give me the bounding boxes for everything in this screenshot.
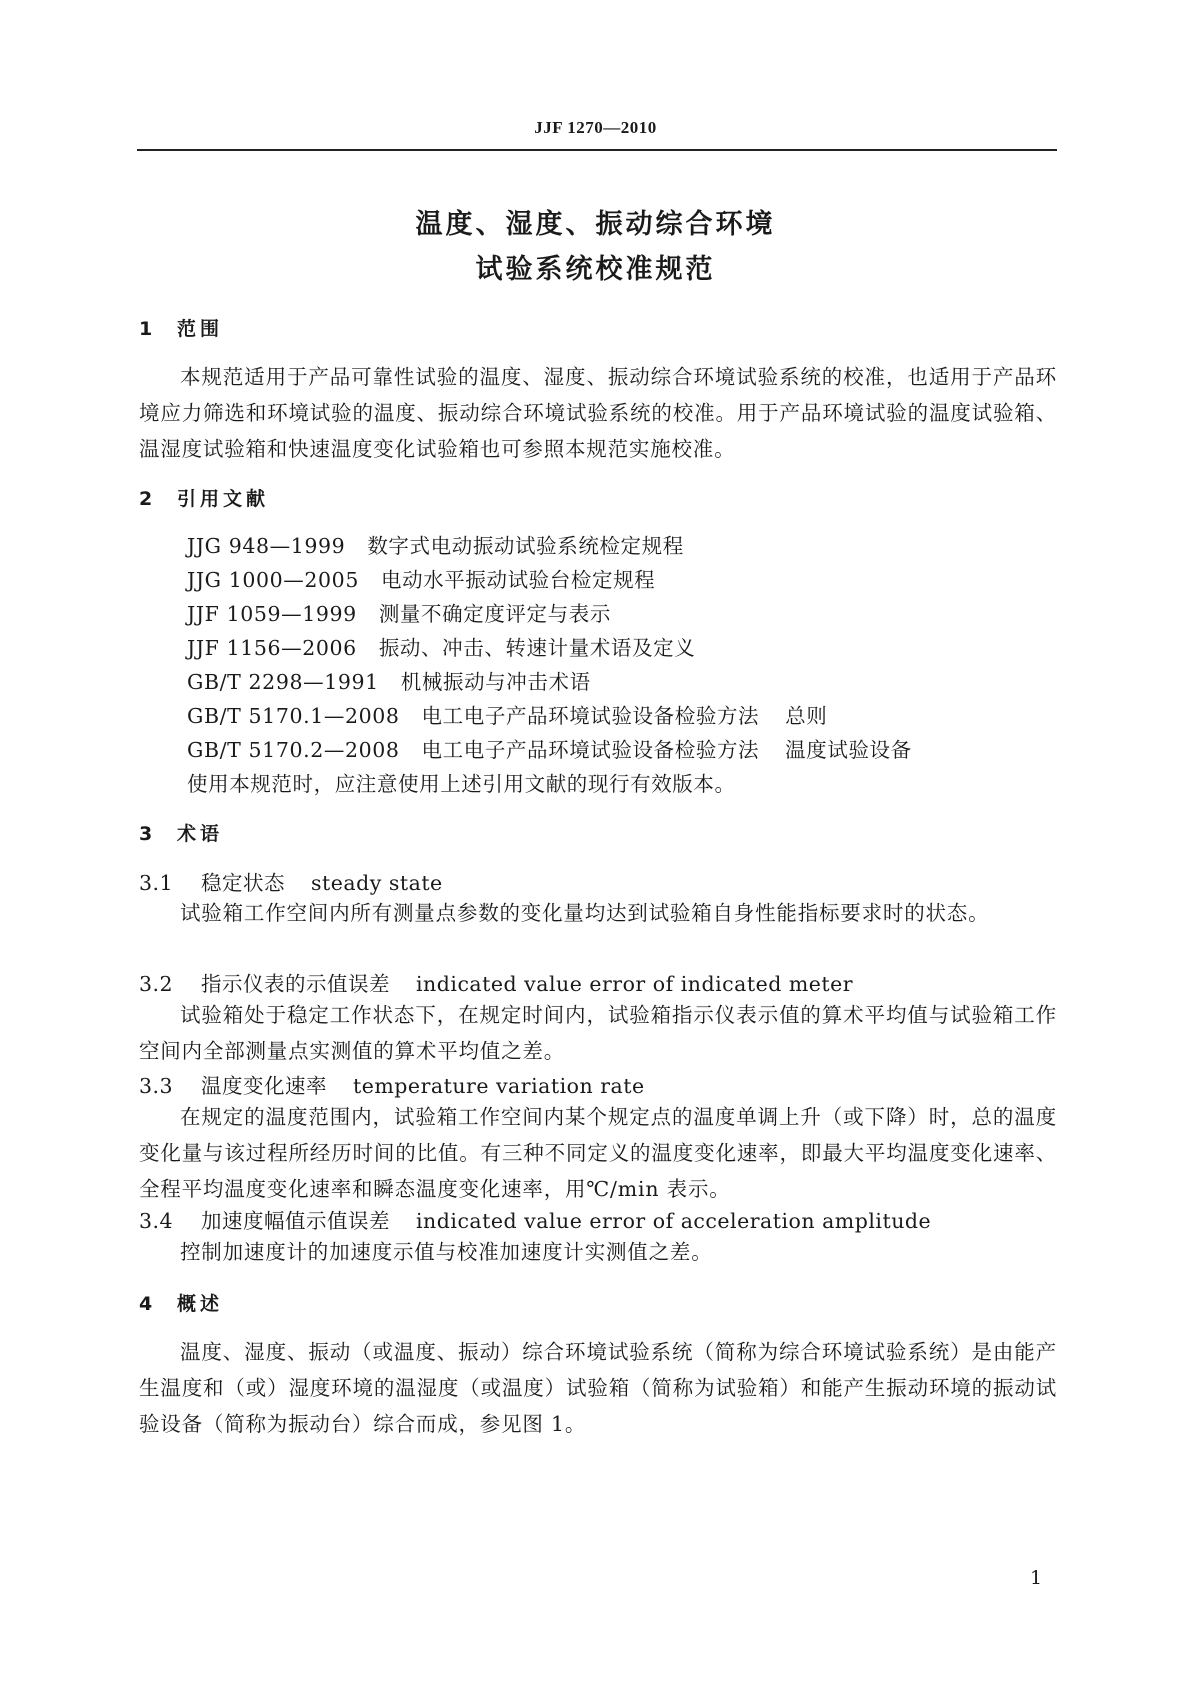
term-number: 3.4 (139, 1209, 174, 1233)
reference-part: 温度试验设备 (785, 738, 912, 762)
standard-code-header: JJF 1270—2010 (534, 118, 657, 137)
reference-part: 总则 (785, 704, 828, 728)
reference-code: JJF 1059—1999 (187, 602, 357, 626)
term-heading (139, 1069, 645, 1099)
reference-code: JJF 1156—2006 (187, 636, 357, 660)
reference-code: GB/T 5170.1—2008 (187, 704, 400, 728)
reference-code: JJG 1000—2005 (187, 568, 359, 592)
term-chinese: 稳定状态 (201, 871, 285, 895)
document-title-line-1: 温度、湿度、振动综合环境 (415, 209, 776, 240)
reference-item (187, 699, 827, 729)
reference-name: 电动水平振动试验台检定规程 (380, 568, 656, 592)
section-number: 2 (139, 488, 153, 510)
term-english: temperature variation rate (353, 1074, 645, 1098)
reference-code: GB/T 2298—1991 (187, 670, 379, 694)
section-title: 概述 (177, 1293, 224, 1315)
reference-code: GB/T 5170.2—2008 (187, 738, 400, 762)
section-heading-1 (139, 314, 223, 341)
term-chinese: 温度变化速率 (201, 1074, 327, 1098)
section-number: 3 (139, 823, 153, 845)
reference-item (187, 529, 684, 559)
reference-item (187, 597, 611, 627)
page-number: 1 (1030, 1567, 1043, 1589)
term-chinese: 指示仪表的示值误差 (201, 972, 390, 996)
term-definition: 试验箱工作空间内所有测量点参数的变化量均达到试验箱自身性能指标要求时的状态。 (180, 901, 990, 925)
term-heading (139, 967, 853, 997)
term-chinese: 加速度幅值示值误差 (201, 1209, 390, 1233)
references-note: 使用本规范时，应注意使用上述引用文献的现行有效版本。 (187, 772, 736, 796)
reference-code: JJG 948—1999 (187, 534, 346, 558)
section-title: 术语 (177, 823, 224, 845)
term-definition: 试验箱处于稳定工作状态下，在规定时间内，试验箱指示仪表示值的算术平均值与试验箱工作空间内全部测量点实测值的算术平均值之差。 (139, 1003, 1057, 1063)
reference-item (187, 631, 695, 661)
section-heading-2 (139, 484, 269, 511)
section-title: 范围 (177, 318, 224, 340)
section-number: 1 (139, 318, 153, 340)
reference-name: 振动、冲击、转速计量术语及定义 (378, 636, 696, 660)
document-title-line-2: 试验系统校准规范 (475, 254, 716, 285)
term-english: indicated value error of acceleration amplitude (416, 1209, 932, 1233)
term-definition: 控制加速度计的加速度示值与校准加速度计实测值之差。 (180, 1240, 713, 1264)
reference-name: 数字式电动振动试验系统检定规程 (367, 534, 684, 558)
term-english: steady state (311, 871, 443, 895)
section-title: 引用文献 (177, 488, 270, 510)
reference-name: 电工电子产品环境试验设备检验方法 (421, 704, 760, 728)
section-heading-3 (139, 819, 223, 846)
reference-name: 机械振动与冲击术语 (400, 670, 591, 694)
section-number: 4 (139, 1293, 153, 1315)
section-heading-4 (139, 1289, 223, 1316)
term-number: 3.2 (139, 972, 174, 996)
reference-name: 电工电子产品环境试验设备检验方法 (421, 738, 760, 762)
term-number: 3.1 (139, 871, 174, 895)
term-definition: 在规定的温度范围内，试验箱工作空间内某个规定点的温度单调上升（或下降）时，总的温度变化量与该过程所经历时间的比值。有三种不同定义的温度变化速率，即最大平均温度变化速率、全程平均温度变化速率和瞬态温度变化速率，用℃/min 表示。 (139, 1105, 1057, 1201)
term-number: 3.3 (139, 1074, 174, 1098)
term-heading (139, 866, 443, 896)
section-1-paragraph: 本规范适用于产品可靠性试验的温度、湿度、振动综合环境试验系统的校准，也适用于产品环境应力筛选和环境试验的温度、振动综合环境试验系统的校准。用于产品环境试验的温度试验箱、温湿度试验箱和快速温度变化试验箱也可参照本规范实施校准。 (139, 365, 1057, 461)
reference-item (187, 665, 591, 695)
reference-item (187, 563, 655, 593)
reference-name: 测量不确定度评定与表示 (378, 602, 611, 626)
section-4-paragraph: 温度、湿度、振动（或温度、振动）综合环境试验系统（简称为综合环境试验系统）是由能产生温度和（或）湿度环境的温湿度（或温度）试验箱（简称为试验箱）和能产生振动环境的振动试验设备（简称为振动台）综合而成，参见图 1。 (139, 1340, 1057, 1436)
header-rule (137, 149, 1057, 151)
term-english: indicated value error of indicated meter (416, 972, 854, 996)
reference-item (187, 733, 912, 763)
term-heading (139, 1204, 931, 1234)
